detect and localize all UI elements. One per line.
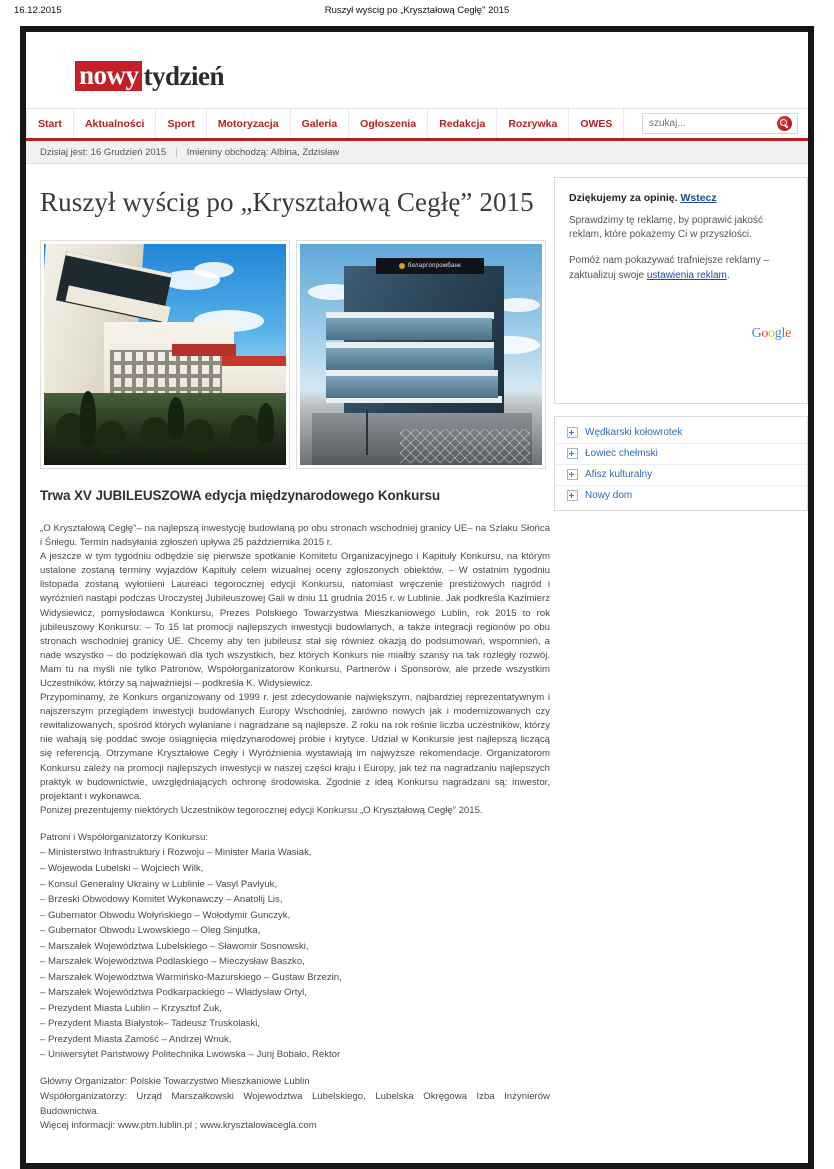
google-ad-feedback-box — [554, 177, 808, 404]
patron-item: – Marszałek Województwa Podlaskiego – Mieczysław Baszko, — [40, 956, 305, 968]
logo-red-part: nowy — [75, 61, 142, 91]
nav-item-sport[interactable]: Sport — [156, 109, 206, 138]
patron-item: – Prezydent Miasta Zamość – Andrzej Wnuk, — [40, 1033, 232, 1045]
patron-item: – Brzeski Obwodowy Komitet Wykonawczy – Anatolij Lis, — [40, 894, 283, 906]
google-letter-e: e — [785, 326, 791, 341]
sidebar-item-nowydom[interactable] — [555, 486, 807, 506]
ad-thankyou-text: Dziękujemy za opinię. — [569, 192, 678, 204]
print-header-title: Ruszył wyścig po „Kryształową Cegłę" 2015 — [324, 5, 510, 16]
patron-item: – Marszałek Województwa Warmińsko-Mazurskiego – Gustaw Brzezin, — [40, 971, 342, 983]
masthead — [26, 32, 808, 108]
print-header-date: 16.12.2015 — [14, 5, 62, 16]
patrons-heading: Patroni i Współorganizatorzy Konkursu: — [40, 831, 208, 843]
article-photo-2[interactable] — [296, 240, 546, 469]
main-column — [26, 164, 550, 1134]
patron-item: – Prezydent Miasta Lublin – Krzysztof Żuk, — [40, 1002, 222, 1014]
content-columns — [26, 164, 808, 1134]
ad-thankyou-heading — [569, 192, 793, 204]
patron-item: – Konsul Generalny Ukrainy w Lublinie – Vasyl Pavlyuk, — [40, 878, 278, 890]
site-logo[interactable] — [75, 61, 224, 91]
photo-2-image — [300, 244, 542, 465]
datebar-separator: | — [175, 146, 178, 158]
more-info: Więcej informacji: www.ptm.lublin.pl ; www.krysztalowacegla.com — [40, 1120, 317, 1132]
nameday-text: Imieniny obchodzą: Albina, Zdzisław — [186, 146, 340, 158]
nav-item-ogloszenia[interactable]: Ogłoszenia — [349, 109, 428, 138]
article-subheading: Trwa XV JUBILEUSZOWA edycja międzynarodowego Konkursu — [40, 487, 441, 503]
google-logo — [752, 326, 791, 342]
patron-item: – Wojewoda Lubelski – Wojciech Wilk, — [40, 862, 204, 874]
page-content — [26, 32, 808, 1163]
logo-dark-part: tydzień — [143, 60, 225, 91]
sidebar-link-label[interactable]: Łowiec chełmski — [585, 448, 658, 459]
main-navigation — [26, 108, 808, 141]
nav-item-rozrywka[interactable]: Rozrywka — [497, 109, 569, 138]
sidebar-item-lowiec[interactable] — [555, 444, 807, 465]
article-photos — [40, 240, 550, 469]
article-photo-1[interactable] — [40, 240, 290, 469]
print-header — [0, 0, 834, 20]
article-paragraph: Przypominamy, że Konkurs organizowany od 1999 r. jest zdecydowanie największym, najbardziej reprezentatywnym i najszerszym przeglądem inwestycji budowlanych Europy Wschodniej, zarówno nowych jak i modernizowanych czy rewitalizowanych, spośród których wyłaniane i nagradzane są najlepsze. Z roku na rok rośnie liczba uczestników, którzy nie wahają się poddać swoje osiągnięcia międzynarodowej próbie i krytyce. Udział w Konkursie jest najlepszą liczącą się referencją. Otrzymane Kryształowe Cegły i Wyróżnienia wystawiają im najwyższe rekomendacje. Organizatorom Konkursu zależy na promocji najlepszych inwestycji w naszej części kraju i Europy, jak też na nagradzaniu najlepszych praktyk w budownictwie, uwzględniających ochronę środowiska. Zgodnie z ideą Konkursu nagradzani są: inwestor, projektant i wykonawca. — [40, 692, 550, 802]
photo-2-sign-text: беларгопромбанк — [407, 262, 462, 269]
nav-item-galeria[interactable]: Galeria — [291, 109, 350, 138]
sidebar-item-wedkarski[interactable] — [555, 423, 807, 444]
article-body — [40, 522, 550, 1134]
google-letter-l: l — [781, 326, 786, 341]
page-title: Ruszył wyścig po „Kryształową Cegłę” 2015 — [40, 187, 534, 217]
sidebar-links-box — [554, 416, 808, 511]
date-bar — [26, 141, 808, 164]
patron-item: – Gubernator Obwodu Lwowskiego – Oleg Sinjutka, — [40, 925, 261, 937]
google-letter-o2: o — [768, 326, 775, 341]
plus-icon — [567, 490, 578, 501]
google-letter-g2: g — [774, 326, 782, 341]
ad-paragraph-2-post: . — [726, 269, 730, 281]
sidebar-link-label[interactable]: Wędkarski kołowrotek — [585, 427, 683, 438]
sidebar-item-afisz[interactable] — [555, 465, 807, 486]
sidebar-link-label[interactable]: Nowy dom — [585, 490, 633, 501]
patron-item: – Marszałek Województwa Lubelskiego – Sławomir Sosnowski, — [40, 940, 309, 952]
google-letter-g: G — [751, 326, 762, 341]
search-icon[interactable] — [777, 116, 792, 131]
nav-item-aktualnosci[interactable]: Aktualności — [74, 109, 157, 138]
search-box[interactable] — [642, 113, 798, 134]
ad-back-link[interactable]: Wstecz — [680, 192, 717, 204]
nav-item-redakcja[interactable]: Redakcja — [428, 109, 497, 138]
article-paragraph: A jeszcze w tym tygodniu odbędzie się pierwsze spotkanie Komitetu Organizacyjnego i Kapituły Konkursu, na którym ustalone zostaną terminy wyjazdów Kapituły celem wizualnej oceny zgłoszonych obiektów. – W ostatnim tygodniu listopada zostaną wyłonieni Laureaci tegorocznej edycji Konkursu, natomiast wręczenie prestiżowych nagród i wyróżnień nastąpi podczas Uroczystej Jubileuszowej Gali w dniu 11 grudnia 2015 r. w Lublinie. Jak podkreśla Kazimierz Widysiewicz, pomysłodawca Konkursu, Prezes Polskiego Towarzystwa Mieszkaniowego Lublin, rok 2015 to rok jubileuszowy Konkursu: – To 15 lat promocji najlepszych inwestycji budowlanych, a także integracji regionów po obu stronach wschodniej granicy UE. Chcemy aby ten jubileusz stał się również okazją do podsumowań, wspomnień, a nade wszystko – do podziękowań dla tych wszystkich, bez których Konkurs nie miałby szansy na tak rozległy rozwój. Mam tu na myśli nie tylko Patronów, Współorganizatorów Konkursu, Partnerów i Sponsorów, ale przede wszystkim Uczestników, którzy są najważniejsi – podkreśla K. Widysiewicz. — [40, 551, 550, 689]
patron-item: – Marszałek Województwa Podkarpackiego – Władysław Ortyl, — [40, 987, 307, 999]
plus-icon — [567, 469, 578, 480]
page-frame — [20, 26, 814, 1169]
sidebar — [554, 164, 808, 511]
ad-paragraph-2 — [569, 254, 793, 282]
google-letter-o1: o — [761, 326, 769, 341]
patron-item: – Gubernator Obwodu Wołyńskiego – Wołodymir Gunczyk, — [40, 909, 291, 921]
nav-item-owes[interactable]: OWES — [569, 109, 624, 138]
nav-item-start[interactable]: Start — [26, 109, 74, 138]
nav-list — [26, 109, 624, 138]
photo-1-image — [44, 244, 286, 465]
plus-icon — [567, 427, 578, 438]
sidebar-link-label[interactable]: Afisz kulturalny — [585, 469, 653, 480]
organizers-block — [40, 1075, 550, 1134]
main-organizer: Główny Organizator: Polskie Towarzystwo Mieszkaniowe Lublin — [40, 1075, 310, 1087]
patron-item: – Prezydent Miasta Białystok– Tadeusz Truskolaski, — [40, 1018, 261, 1030]
co-organizers: Współorganizatorzy: Urząd Marszałkowski Województwa Lubelskiego, Lubelska Okręgowa Izba Inżynierów Budownictwa. — [40, 1090, 550, 1117]
ad-paragraph-1: Sprawdzimy tę reklamę, by poprawić jakość reklam, które pokażemy Ci w przyszłości. — [569, 215, 763, 241]
nav-item-motoryzacja[interactable]: Motoryzacja — [207, 109, 291, 138]
ad-settings-link[interactable]: ustawienia reklam — [646, 269, 727, 281]
patron-item: – Ministerstwo Infrastruktury i Rozwoju – Minister Maria Wasiak, — [40, 847, 312, 859]
patron-item: – Uniwersytet Państwowy Politechnika Lwowska – Jurij Bobało, Rektor — [40, 1049, 341, 1061]
article-paragraph: Poniżej prezentujemy niektórych Uczestników tegorocznej edycji Konkursu „O Kryształową Cegłę” 2015. — [40, 804, 483, 816]
plus-icon — [567, 448, 578, 459]
patrons-list — [40, 830, 550, 1063]
article-paragraph: „O Kryształową Cegłę”– na najlepszą inwestycję budowlaną po obu stronach wschodniej granicy UE– na Szlaku Słońca i Śniegu. Termin nadsyłania zgłoszeń upływa 25 października 2015 r. — [40, 522, 550, 549]
photo-2-sign — [376, 258, 484, 274]
ad-paragraph-2-pre: Pomóż nam pokazywać trafniejsze reklamy – zaktualizuj swoje — [569, 255, 770, 281]
today-date: Dzisiaj jest: 16 Grudzień 2015 — [40, 146, 167, 158]
search-input[interactable] — [643, 118, 777, 129]
